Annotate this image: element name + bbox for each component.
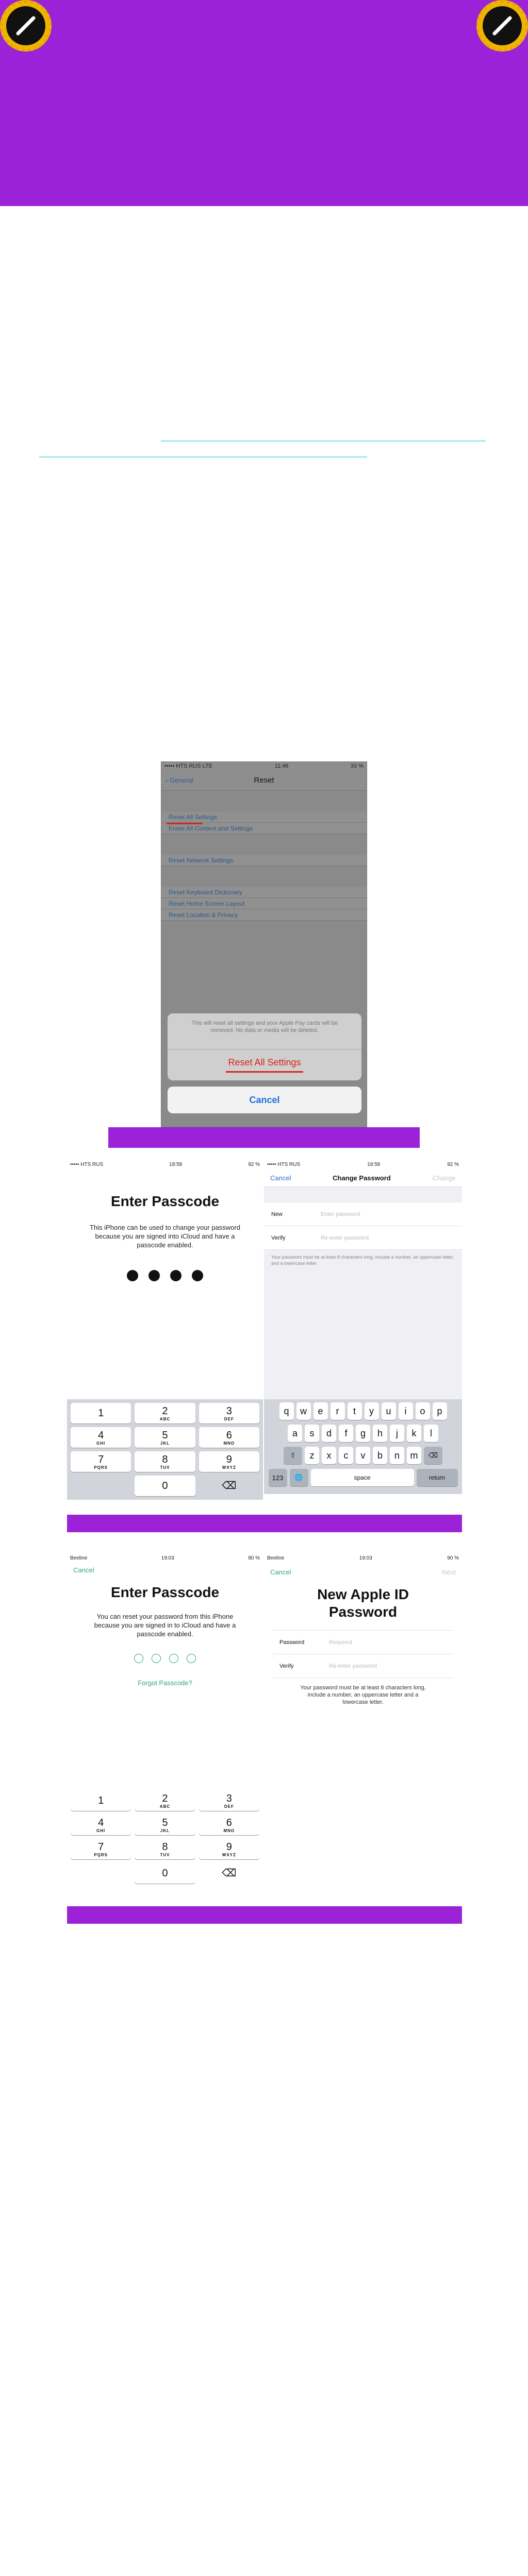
keypad-blank [71,1476,131,1496]
section-bar [67,1515,462,1532]
reset-option-label: Reset Location & Privacy [169,911,238,919]
battery: 90 % [248,1555,260,1561]
section-bar [108,1127,420,1148]
passcode-dot [169,1654,178,1663]
next-button[interactable]: Next [442,1568,456,1576]
key-letters: DEF [224,1416,234,1421]
battery: 90 % [447,1555,459,1561]
pencil-badge-icon [0,0,52,52]
keypad-key[interactable] [71,1451,131,1472]
header-banner [0,0,528,206]
keypad-key[interactable] [135,1790,195,1811]
page-title: Enter Passcode [110,1193,220,1209]
cancel-button[interactable] [168,1087,361,1113]
keypad-key[interactable] [199,1427,259,1448]
reset-all-settings-button[interactable] [168,1049,361,1080]
field-label: Verify [271,1234,286,1241]
key-digit: 2 [162,1792,168,1804]
reset-option-label: Reset Keyboard Dictionary [169,888,242,896]
carrier: ••••• HTS RUS [267,1161,301,1167]
link-underline [161,440,486,442]
keyboard-key[interactable]: n [390,1447,404,1464]
new-password-field[interactable] [264,1202,462,1226]
keypad-key[interactable] [135,1427,195,1448]
delete-icon[interactable]: ⌫ [424,1447,442,1464]
keypad-key[interactable] [135,1815,195,1835]
password-requirements: Your password must be at least 8 characters long, include a number, an uppercase letter, and a lowercase letter. [271,1255,454,1266]
carrier: ••••• HTS RUS [70,1161,104,1167]
key-digit: 2 [162,1405,168,1417]
keypad-key[interactable] [199,1451,259,1472]
time: 11:46 [274,763,289,769]
key-letters: TUV [160,1852,170,1857]
time: 19:03 [161,1555,174,1561]
status-bar [264,1553,462,1563]
key-letters: DEF [224,1804,234,1809]
keyboard-key[interactable]: p [433,1402,447,1420]
key-letters: JKL [160,1440,170,1446]
key-digit: 8 [162,1841,168,1853]
enter-passcode-screen-2 [67,1553,263,1898]
numeric-keypad [67,1787,263,1887]
field-label: Verify [279,1663,294,1669]
reset-option-label: Reset All Settings [169,813,218,821]
key-letters: WXYZ [222,1465,236,1470]
keyboard-key[interactable]: j [390,1425,404,1442]
keyboard-key[interactable]: f [339,1425,353,1442]
passcode-dot [152,1654,161,1663]
field-placeholder: Required [329,1639,352,1646]
keypad-key[interactable] [135,1403,195,1423]
keyboard-key[interactable]: i [399,1402,413,1420]
passcode-dot [127,1270,138,1281]
password-field[interactable] [272,1631,454,1654]
enter-passcode-screen [67,1159,263,1492]
confirm-label: Reset All Settings [228,1057,301,1067]
keyboard-key[interactable]: h [373,1425,387,1442]
delete-icon[interactable] [199,1863,259,1884]
key-digit: 6 [226,1429,232,1441]
key-digit: 5 [162,1817,168,1828]
qwerty-keyboard [264,1399,462,1494]
key-letters: TUV [160,1465,170,1470]
reset-option[interactable] [161,811,367,823]
link-underline [39,456,367,457]
key-letters: MNO [223,1440,235,1446]
keyboard-key[interactable]: x [322,1447,336,1464]
key-digit: 9 [226,1841,232,1853]
key-digit: 6 [226,1817,232,1828]
key-digit: 0 [162,1480,168,1492]
key-digit: 5 [162,1429,168,1441]
return-key[interactable]: return [417,1469,458,1486]
keyboard-row [266,1469,460,1486]
carrier: Beeline [267,1555,285,1561]
keypad-key[interactable] [135,1839,195,1859]
status-bar [67,1159,263,1170]
keyboard-key[interactable]: k [407,1425,421,1442]
key-letters: ABC [159,1416,171,1421]
keypad-key[interactable] [135,1476,195,1496]
keypad-key[interactable] [199,1403,259,1423]
back-button[interactable]: ‹ General [166,776,194,784]
keypad-key[interactable] [71,1815,131,1835]
key-letters: ABC [159,1804,171,1809]
key-letters: PQRS [94,1852,108,1857]
keyboard-key[interactable]: r [331,1402,345,1420]
carrier: ••••• HTS RUS [164,763,201,769]
keyboard-key[interactable]: c [339,1447,353,1464]
delete-icon[interactable] [199,1476,259,1496]
field-placeholder: Enter password [321,1211,360,1217]
key-digit: 8 [162,1453,168,1465]
nav-title: Change Password [333,1174,391,1182]
passcode-dot [192,1270,203,1281]
change-password-screen [264,1159,462,1484]
key-digit: ⌫ [222,1868,237,1879]
nav-bar [264,1170,462,1187]
passcode-dot [148,1270,160,1281]
status-bar [67,1553,263,1563]
globe-icon[interactable]: 🌐 [290,1469,308,1486]
sheet-message: This will reset all settings and your Apple Pay cards will be removed. No data or media will be deleted. [168,1013,361,1049]
keyboard-key[interactable]: v [356,1447,370,1464]
key-letters: JKL [160,1828,170,1833]
keyboard-key[interactable]: m [407,1447,421,1464]
key-letters: WXYZ [222,1852,236,1857]
keyboard-row [266,1447,460,1464]
battery: 92 % [447,1161,459,1167]
key-letters: MNO [223,1828,235,1833]
passcode-description: This iPhone can be used to change your password because you are signed into iCloud and have a passcode enabled. [90,1224,240,1249]
keyboard-row [266,1402,460,1420]
passcode-dots [67,1654,263,1666]
reset-option[interactable] [161,898,367,909]
keyboard-key[interactable]: d [322,1425,336,1442]
keyboard-key[interactable]: o [416,1402,430,1420]
key-digit: 4 [98,1817,104,1828]
nav-bar [264,1563,462,1581]
keyboard-key[interactable]: e [314,1402,328,1420]
verify-password-field[interactable] [264,1226,462,1250]
keypad-key[interactable] [71,1427,131,1448]
reset-option[interactable] [161,855,367,866]
nav-title: Reset [254,776,274,785]
shift-icon[interactable]: ⇧ [284,1447,302,1464]
network: LTE [202,763,213,769]
cancel-label: Cancel [249,1094,280,1105]
verify-field[interactable] [272,1654,454,1678]
keypad-key[interactable] [199,1790,259,1811]
time: 19:03 [359,1555,372,1561]
numbers-key[interactable]: 123 [269,1469,287,1486]
battery: 33 % [350,763,364,769]
key-digit: 7 [98,1841,104,1853]
key-digit: 7 [98,1453,104,1465]
reset-option[interactable] [161,909,367,921]
highlight-underline [226,1071,303,1073]
keyboard-key[interactable]: q [279,1402,294,1420]
reset-option-label: Reset Home Screen Layout [169,900,245,907]
passcode-dot [170,1270,182,1281]
reset-settings-screenshot [161,761,367,1127]
keypad-key[interactable] [135,1451,195,1472]
highlight-underline [167,823,203,824]
space-key[interactable]: space [311,1469,414,1486]
keyboard-key[interactable]: z [305,1447,319,1464]
keyboard-key[interactable]: w [296,1402,311,1420]
key-digit: 9 [226,1453,232,1465]
keyboard-key[interactable]: l [424,1425,438,1442]
time: 18:58 [169,1161,183,1167]
keyboard-key[interactable]: t [348,1402,362,1420]
passcode-dot [187,1654,196,1663]
key-digit: 1 [98,1408,104,1419]
keypad-key[interactable] [135,1863,195,1884]
status-bar [264,1159,462,1170]
passcode-dots [67,1270,263,1284]
key-letters: GHI [96,1440,106,1446]
cancel-button[interactable]: Cancel [73,1566,94,1574]
pencil-badge-icon [476,0,528,52]
keyboard-key[interactable]: a [288,1425,302,1442]
keypad-key[interactable] [71,1790,131,1811]
keypad-key[interactable] [199,1815,259,1835]
key-digit: 3 [226,1792,232,1804]
time: 18:58 [367,1161,381,1167]
passcode-dot [134,1654,143,1663]
keypad-key[interactable] [71,1839,131,1859]
cancel-button[interactable]: Cancel [270,1568,291,1576]
keypad-key[interactable] [71,1403,131,1423]
key-letters: GHI [96,1828,106,1833]
key-digit: 0 [162,1868,168,1879]
new-apple-id-password-screen [264,1553,462,1769]
key-digit: 3 [226,1405,232,1417]
change-button[interactable]: Change [432,1174,456,1182]
reset-option[interactable] [161,887,367,898]
keyboard-row [266,1425,460,1442]
keyboard-key[interactable]: s [305,1425,319,1442]
key-digit: 4 [98,1429,104,1441]
keyboard-key[interactable]: g [356,1425,370,1442]
key-digit: 1 [98,1795,104,1806]
field-placeholder: Re-enter password [321,1234,369,1241]
cancel-button[interactable]: Cancel [270,1174,291,1182]
status-bar [161,762,367,770]
nav-bar [161,770,367,791]
numeric-keypad [67,1399,263,1500]
keyboard-key[interactable]: y [365,1402,379,1420]
password-requirements: Your password must be at least 8 characters long, include a number, an uppercase letter and a lowercase letter. [300,1685,426,1705]
field-placeholder: Re-enter password [329,1663,377,1669]
key-digit: ⌫ [222,1480,237,1492]
reset-option-label: Reset Network Settings [169,856,234,864]
keyboard-key[interactable]: u [382,1402,396,1420]
field-label: New [271,1211,283,1217]
keypad-blank [71,1863,131,1884]
forgot-passcode-link[interactable]: Forgot Passcode? [138,1679,192,1687]
page-title: Enter Passcode [110,1584,220,1600]
section-bar [67,1906,462,1924]
passcode-description: You can reset your password from this iPhone because you are signed in to iCloud and have a passcode enabled. [94,1613,236,1638]
field-label: Password [279,1639,305,1646]
reset-option-label: Erase All Content and Settings [169,824,253,832]
key-letters: PQRS [94,1465,108,1470]
keypad-key[interactable] [199,1839,259,1859]
carrier: Beeline [70,1555,88,1561]
action-sheet [168,1013,361,1080]
reset-option[interactable] [161,823,367,834]
battery: 92 % [248,1161,260,1167]
page-title: New Apple ID Password [317,1586,409,1620]
back-label: General [169,776,194,784]
keyboard-key[interactable]: b [373,1447,387,1464]
